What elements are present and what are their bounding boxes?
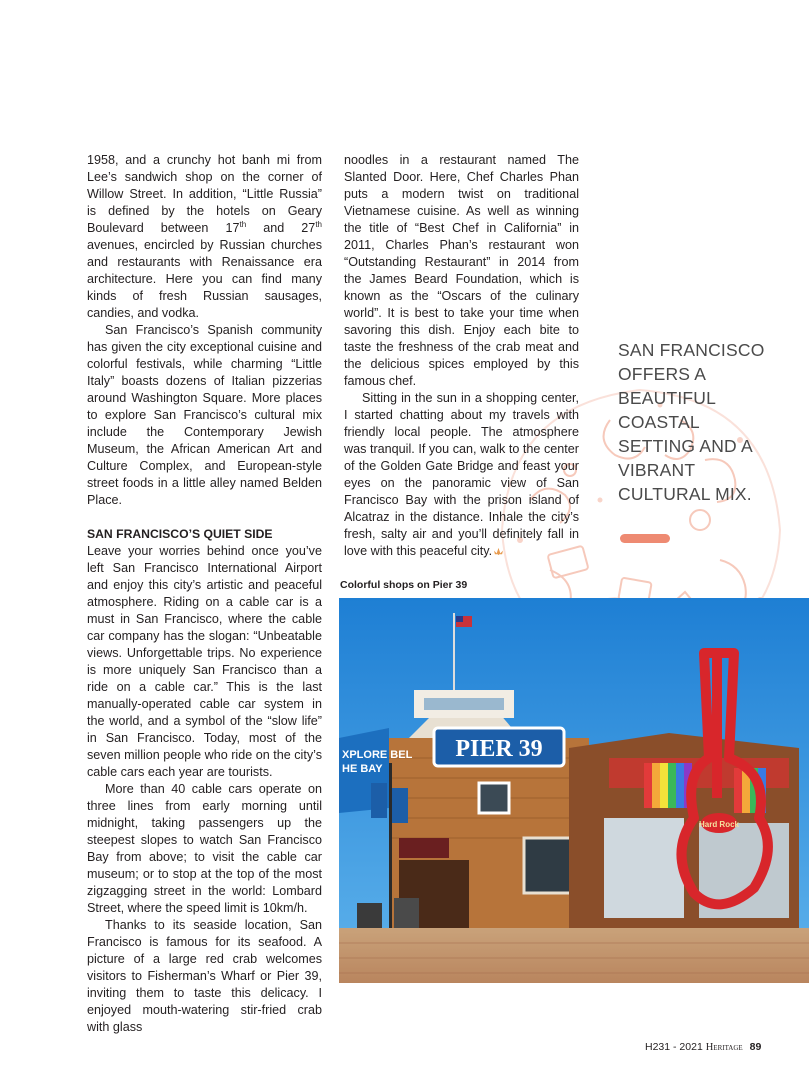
paragraph: Thanks to its seaside location, San Francisco is famous for its seafood. A picture of a large red crab welcomes visitors to Fisherman’s Wharf or Pier 39, inviting them to taste this delicacy. I enjoyed mouth-watering stir-fried crab with glass — [87, 918, 322, 1034]
paragraph: More than 40 cable cars operate on three lines from early morning until midnight, taking passengers up the steepest slopes to watch San Francisco Bay from above; to visit the cable car museum; or to stop at the top of the most zigzagging street in the world: Lombard Street, where the speed limit is 10km/h. — [87, 782, 322, 915]
paragraph: San Francisco’s Spanish community has given the city exceptional cuisine and colorful festivals, while charming “Little Italy” boasts dozens of Italian pizzerias around Washington Square. More places to explore San Francisco’s cultural mix include the Contemporary Jewish Museum, the African American Art and Culture Complex, and European-style street foods in a little alley named Belden Place. — [87, 323, 322, 507]
banner-text: XPLORE BEL — [342, 749, 413, 761]
hard-rock-logo: Hard Rock — [698, 820, 740, 829]
paragraph: noodles in a restaurant named The Slanted Door. Here, Chef Charles Phan puts a modern twist on traditional Vietnamese cuisine. As well as winning the title of “Best Chef in California” in 2011, Charles Phan’s restaurant won “Outstanding Restaurant” in 2014 from the James Beard Foundation, which is known as the “Oscars of the culinary world”. It is best to take your time when savoring this dish. Enjoy each bite to taste the freshness of the crab meat and the delicious spices employed by this famous chef. — [344, 153, 579, 388]
pull-quote-accent-bar — [620, 534, 670, 543]
pier-39-sign: PIER 39 — [455, 736, 543, 762]
article-column-2 — [344, 152, 579, 560]
photo-caption: Colorful shops on Pier 39 — [340, 579, 468, 591]
pier-39-photo — [339, 598, 809, 983]
issue-number: H231 - 2021 — [645, 1041, 703, 1053]
lotus-end-mark-icon — [492, 547, 505, 556]
page-footer — [645, 1041, 761, 1053]
article-column-1 — [87, 152, 322, 1036]
pull-quote: SAN FRANCISCO OFFERS A BEAUTIFUL COASTAL SETTING AND A VIBRANT CULTURAL MIX. — [618, 340, 765, 504]
paragraph: Leave your worries behind once you’ve left San Francisco International Airport and enjoy this city’s artistic and peaceful atmosphere. Riding on a cable car is a must in San Francisco, where the cable car company has the slogan: “Unbeatable views. Unforgettable trips. No experience is more uniquely San Francisco than a ride on a cable car.” This is the last manually-operated cable car system in the world, and a symbol of the “slow life” in San Francisco. Today, most of the seven million people who ride on the city’s cable cars each year are tourists. — [87, 544, 322, 779]
page-number: 89 — [749, 1041, 762, 1053]
svg-text:HE BAY: HE BAY — [342, 763, 383, 775]
paragraph: Sitting in the sun in a shopping center, I started chatting about my travels with friendly local people. The atmosphere was tranquil. If you can, walk to the center of the Golden Gate Bridge and feast your eyes on the panoramic view of San Francisco Bay with the prison island of Alcatraz in the distance. Inhale the city’s fresh, salty air and you’ll definitely fall in love with this peaceful city. — [344, 391, 579, 558]
section-subheading: SAN FRANCISCO’S QUIET SIDE — [87, 527, 273, 541]
magazine-name: Heritage — [705, 1042, 743, 1053]
paragraph: 1958, and a crunchy hot banh mi from Lee’s sandwich shop on the corner of Willow Street. In addition, “Little Russia” is defined by the hotels on Geary Boulevard between 17th and 27th avenues, encircled by Russian churches and restaurants with Renaissance era architecture. Here you can find many kinds of fresh Russian sausages, candies, and vodka. — [87, 153, 322, 320]
